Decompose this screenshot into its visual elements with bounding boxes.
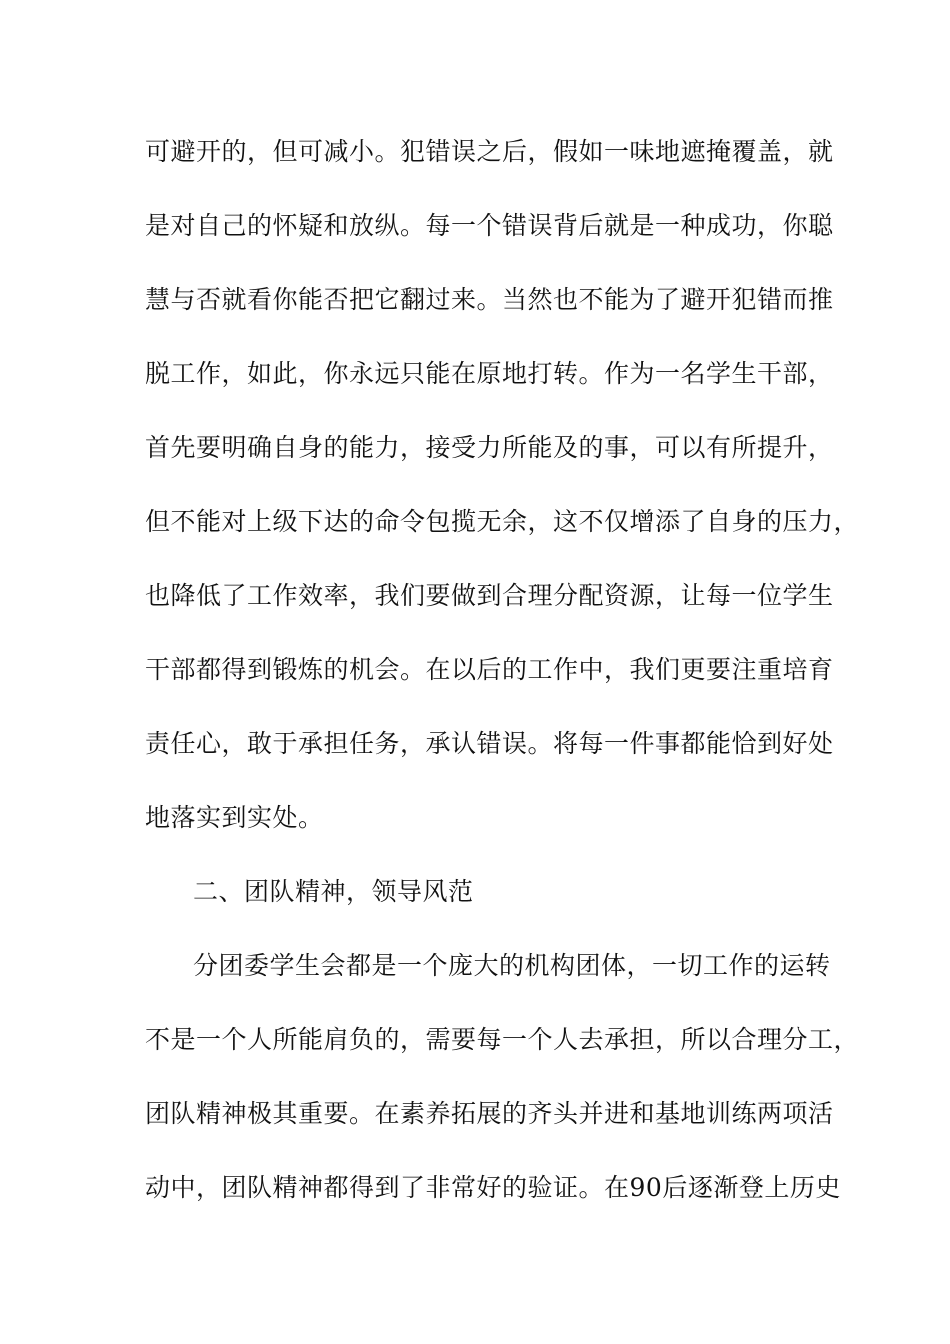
paragraph-line: 首先要明确自身的能力，接受力所能及的事，可以有所提升，	[145, 433, 834, 462]
paragraph-line: 脱工作，如此，你永远只能在原地打转。作为一名学生干部，	[145, 359, 834, 388]
paragraph-line: 可避开的，但可减小。犯错误之后，假如一味地遮掩覆盖，就	[145, 137, 834, 166]
paragraph-line: 但不能对上级下达的命令包揽无余，这不仅增添了自身的压力，	[145, 507, 860, 536]
paragraph-line: 分团委学生会都是一个庞大的机构团体，一切工作的运转	[193, 951, 831, 980]
paragraph-line: 慧与否就看你能否把它翻过来。当然也不能为了避开犯错而推	[145, 285, 834, 314]
paragraph-line: 干部都得到锻炼的机会。在以后的工作中，我们更要注重培育	[145, 655, 834, 684]
section-heading: 二、团队精神，领导风范	[193, 877, 474, 906]
paragraph-line: 团队精神极其重要。在素养拓展的齐头并进和基地训练两项活	[145, 1099, 834, 1128]
paragraph-line: 是对自己的怀疑和放纵。每一个错误背后就是一种成功，你聪	[145, 211, 834, 240]
paragraph-line: 地落实到实处。	[145, 803, 324, 832]
paragraph-line: 责任心，敢于承担任务，承认错误。将每一件事都能恰到好处	[145, 729, 834, 758]
paragraph-line: 不是一个人所能肩负的，需要每一个人去承担，所以合理分工，	[145, 1025, 860, 1054]
paragraph-line: 也降低了工作效率，我们要做到合理分配资源，让每一位学生	[145, 581, 834, 610]
paragraph-line: 动中，团队精神都得到了非常好的验证。在90后逐渐登上历史	[145, 1173, 841, 1202]
